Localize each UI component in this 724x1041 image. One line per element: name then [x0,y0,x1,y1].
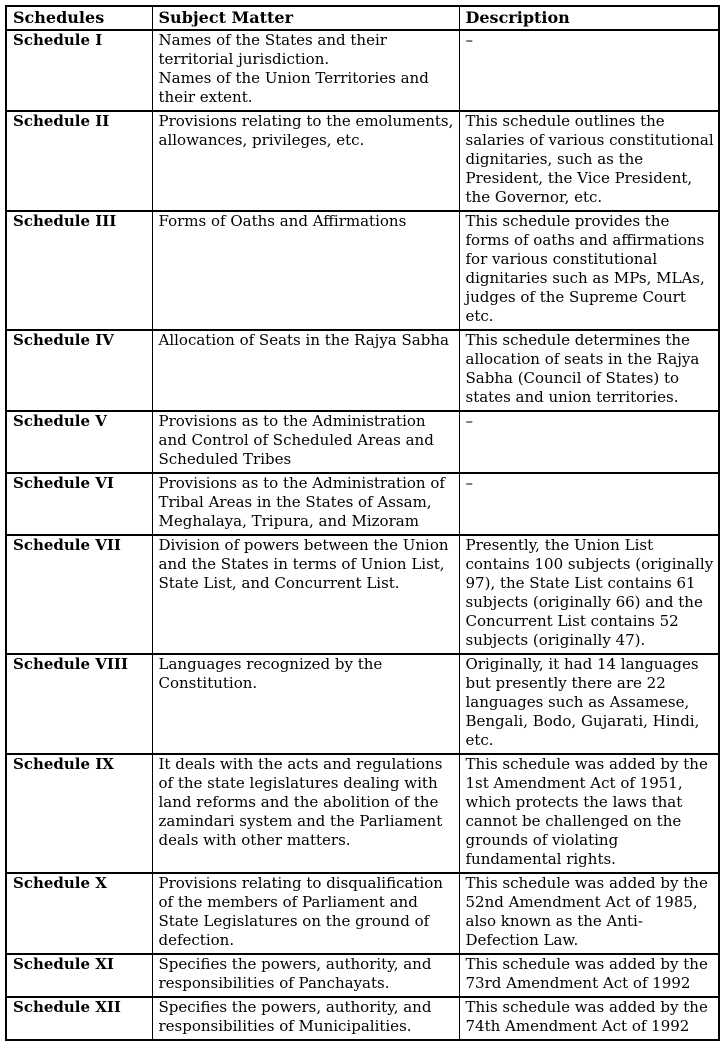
description-cell: Originally, it had 14 languages but presently there are 22 languages such as Assamese, Bengali, Bodo, Gujarati, Hindi, etc. [459,654,719,754]
description-cell: – [459,473,719,535]
description-cell: This schedule was added by the 73rd Amendment Act of 1992 [459,954,719,997]
table-row [6,111,719,211]
schedule-cell: Schedule IX [6,754,152,873]
schedule-cell: Schedule XII [6,997,152,1040]
table-row [6,754,719,873]
table-row [6,30,719,111]
description-cell: – [459,411,719,473]
table-row [6,535,719,654]
subject-cell: Provisions as to the Administration of Tribal Areas in the States of Assam, Meghalaya, Tripura, and Mizoram [152,473,459,535]
schedule-cell: Schedule VI [6,473,152,535]
col-header-description: Description [459,6,719,30]
schedule-cell: Schedule II [6,111,152,211]
description-cell: This schedule was added by the 74th Amendment Act of 1992 [459,997,719,1040]
subject-cell: Specifies the powers, authority, and responsibilities of Municipalities. [152,997,459,1040]
subject-cell: Provisions relating to disqualification of the members of Parliament and State Legislatures on the ground of defection. [152,873,459,954]
subject-cell: Provisions as to the Administration and Control of Scheduled Areas and Scheduled Tribes [152,411,459,473]
subject-cell: Names of the States and their territorial jurisdiction. Names of the Union Territories and their extent. [152,30,459,111]
table-row [6,330,719,411]
schedule-cell: Schedule V [6,411,152,473]
subject-cell: It deals with the acts and regulations of the state legislatures dealing with land reforms and the abolition of the zamindari system and the Parliament deals with other matters. [152,754,459,873]
subject-cell: Division of powers between the Union and the States in terms of Union List, State List, and Concurrent List. [152,535,459,654]
table-row [6,473,719,535]
table-row [6,873,719,954]
description-cell: This schedule provides the forms of oaths and affirmations for various constitutional dignitaries such as MPs, MLAs, judges of the Supreme Court etc. [459,211,719,330]
table-row [6,211,719,330]
schedule-cell: Schedule X [6,873,152,954]
subject-cell: Provisions relating to the emoluments, allowances, privileges, etc. [152,111,459,211]
schedule-cell: Schedule VII [6,535,152,654]
description-cell: This schedule was added by the 52nd Amendment Act of 1985, also known as the Anti-Defection Law. [459,873,719,954]
col-header-subject-matter: Subject Matter [152,6,459,30]
schedule-cell: Schedule I [6,30,152,111]
schedule-cell: Schedule IV [6,330,152,411]
table-row [6,654,719,754]
schedule-cell: Schedule VIII [6,654,152,754]
description-cell: This schedule outlines the salaries of various constitutional dignitaries, such as the President, the Vice President, the Governor, etc. [459,111,719,211]
table-row [6,997,719,1040]
description-cell: – [459,30,719,111]
subject-cell: Languages recognized by the Constitution. [152,654,459,754]
subject-cell: Allocation of Seats in the Rajya Sabha [152,330,459,411]
table-row [6,411,719,473]
description-cell: This schedule was added by the 1st Amendment Act of 1951, which protects the laws that cannot be challenged on the grounds of violating fundamental rights. [459,754,719,873]
description-cell: This schedule determines the allocation of seats in the Rajya Sabha (Council of States) to states and union territories. [459,330,719,411]
header-row [6,6,719,30]
subject-cell: Forms of Oaths and Affirmations [152,211,459,330]
schedule-cell: Schedule III [6,211,152,330]
col-header-schedules: Schedules [6,6,152,30]
table-row [6,954,719,997]
description-cell: Presently, the Union List contains 100 subjects (originally 97), the State List contains 61 subjects (originally 66) and the Concurrent List contains 52 subjects (originally 47). [459,535,719,654]
schedule-cell: Schedule XI [6,954,152,997]
constitution-schedules-table [5,5,720,1041]
subject-cell: Specifies the powers, authority, and responsibilities of Panchayats. [152,954,459,997]
